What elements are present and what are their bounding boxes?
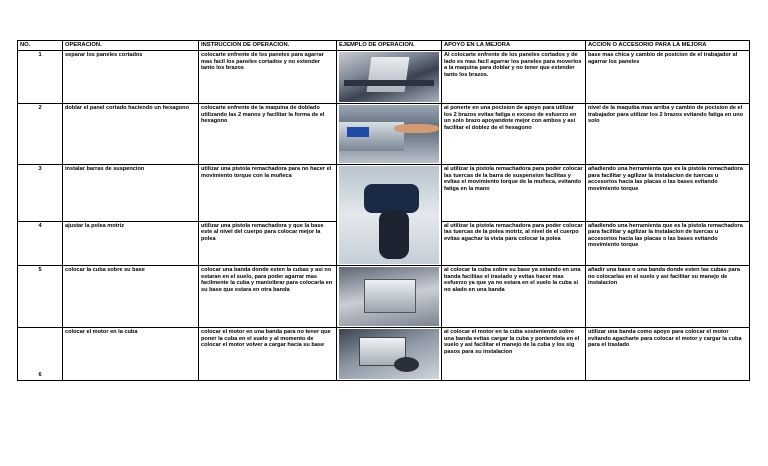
accion-cell: añadiendo una herramienta que es la pistola remachadora para facilitar y agilizar la instalacion de tuercas u accesorios hacia las placas o las bases evitando movimiento torque <box>586 221 750 265</box>
operations-table <box>17 40 750 381</box>
row-number: 4 <box>18 221 63 265</box>
row-number: 5 <box>18 266 63 328</box>
apoyo-cell: al ponerte en una pocision de apoyo para utilizar los 2 brazos evitas fatiga o exceso de esfuerzo en un solo brazo apoyandote mejor con ambos y asi facilitar el doblez de el hexagono <box>442 104 586 165</box>
accion-cell: añadir una base o una banda donde esten las cubas para no colocarlas en el suelo y asi facilitar su manejo de instalacion <box>586 266 750 328</box>
example-photo-cell <box>337 165 442 266</box>
operacion-cell: instalar barras de suspencion <box>63 165 199 222</box>
table-row <box>18 104 750 165</box>
header-instruccion: INSTRUCCION DE OPERACION. <box>199 41 337 51</box>
accion-cell: nivel de la maquiba mas arriba y cambio de pocision de el trabajador para utilizar los 2 brazos evitando fatiga en uno solo <box>586 104 750 165</box>
table-row <box>18 266 750 328</box>
row-number: 3 <box>18 165 63 222</box>
row-number: 1 <box>18 51 63 104</box>
header-apoyo: APOYO EN LA MEJORA <box>442 41 586 51</box>
panel-cutting-photo <box>339 52 439 102</box>
row-number: 2 <box>18 104 63 165</box>
table-row <box>18 328 750 381</box>
header-ejemplo: EJEMPLO DE OPERACION. <box>337 41 442 51</box>
table-row <box>18 51 750 104</box>
table-row <box>18 165 750 222</box>
example-photo-cell <box>337 51 442 104</box>
instruccion-cell: colocar el motor en una banda para no tener que poner la cuba en el suelo y al momento de colocar el motor volver a cargar hacia su base <box>199 328 337 381</box>
instruccion-cell: colocarte enfrente de los paneles para agarrar mas facil los paneles cortados y no extender tanto los brazos <box>199 51 337 104</box>
drum-assembly-photo <box>339 267 439 326</box>
apoyo-cell: al colocar la cuba sobre su base ya estando en una banda facilitas el traslado y evitas hacer mas esfuerzo ya que ya no estara en el suelo la cuba si no alado en una banda <box>442 266 586 328</box>
bending-machine-photo <box>339 105 439 163</box>
accion-cell: añadiendo una herramienta que es la pistola remachadora para facilitar y agilizar la instalacion de tuercas u accesorios hacia las placas o las bases evitando movimiento torque <box>586 165 750 222</box>
instruccion-cell: utilizar una pistola remachadora y que la base este al nivel del cuerpo para colocar mejor la polea <box>199 221 337 265</box>
operacion-cell: doblar el panel cortado haciendo un hexagono <box>63 104 199 165</box>
instruccion-cell: colocar una banda donde esten la cubas y asi no estaran en el suelo, para poder agarrar mas facilmente la cuba y manioibrar para colocarla en su base que estara en otra banda <box>199 266 337 328</box>
header-accion: ACCION O ACCESORIO PARA LA MEJORA <box>586 41 750 51</box>
operacion-cell: ajustar la polea motriz <box>63 221 199 265</box>
instruccion-cell: colocarte enfrente de la maquina de doblado utilizando las 2 manos y facilitar la forma de el hexagono <box>199 104 337 165</box>
example-photo-cell <box>337 328 442 381</box>
operacion-cell: colocar el motor en la cuba <box>63 328 199 381</box>
accion-cell: base mas chica y cambio de posicion de el trabajador al agarrar los paneles <box>586 51 750 104</box>
header-no: NO. <box>18 41 63 51</box>
operacion-cell: colocar la cuba sobre su base <box>63 266 199 328</box>
apoyo-cell: Al colocarte enfrente de los paneles cortados y de lado es mas facil agarrar los paneles para moverlos a la maquina para doblar y no tener que extender tanto los brazos. <box>442 51 586 104</box>
example-photo-cell <box>337 266 442 328</box>
apoyo-cell: al utilizar la pistola remachadora para poder colocar las tuercas de la barra de suspension facilitas y evitas el movimiento torque de la muñeca, evitando fatiga en la mano <box>442 165 586 222</box>
rivet-gun-photo <box>339 166 439 264</box>
row-number: 6 <box>18 328 63 381</box>
instruccion-cell: utilizar una pistola remachadora para no hacer el movimiento torque con la muñeca <box>199 165 337 222</box>
header-row <box>18 41 750 51</box>
header-operacion: OPERACION. <box>63 41 199 51</box>
example-photo-cell <box>337 104 442 165</box>
accion-cell: utilizar una banda como apoyo para colocar el motor evitando agacharte para colocar el motor y cargar la cuba para el traslado <box>586 328 750 381</box>
operacion-cell: separar los paneles cortados <box>63 51 199 104</box>
motor-install-photo <box>339 329 439 379</box>
apoyo-cell: al colocar el motor en la cuba sosteniendo sobre una banda evitas cargar la cuba y poniendola en el suelo y asi facilitar el manejo de la cuba y los sig pasos para su instalacion <box>442 328 586 381</box>
apoyo-cell: al utilizar la pistola remachadora para poder colocar las tuercas de la polea motriz, al nivel de el cuerpo evitas agachar la vista para colocar la polea <box>442 221 586 265</box>
